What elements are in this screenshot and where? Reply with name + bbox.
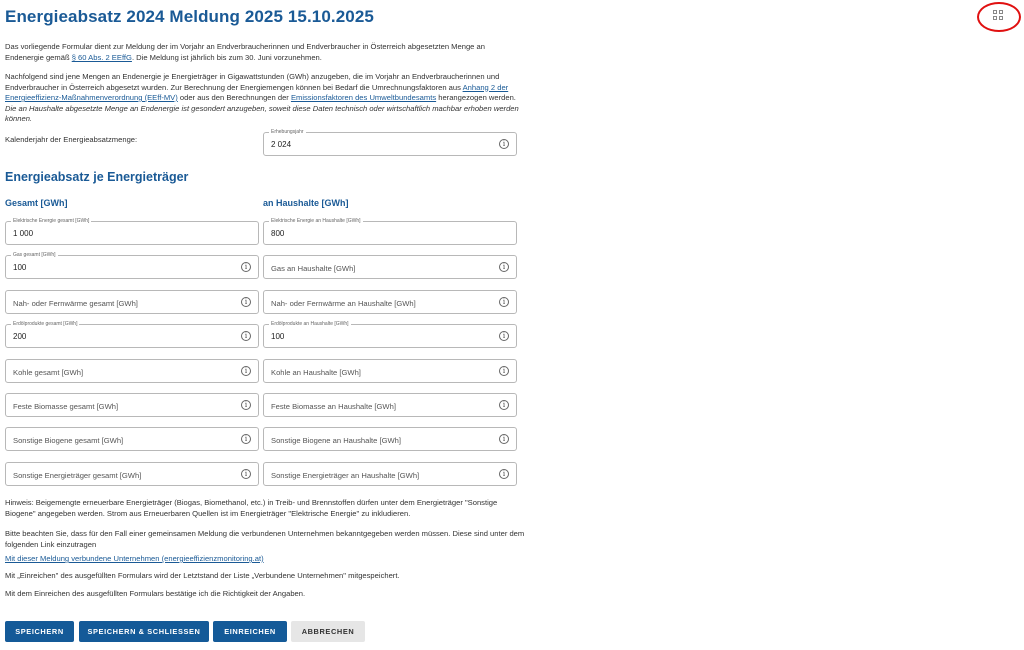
column-header-total: Gesamt [GWh] xyxy=(5,198,68,208)
total-field-7[interactable] xyxy=(5,462,259,486)
eeff-mv-link[interactable]: Anhang 2 der Energieeffizienz-Maßnahmenverordnung (EEff-MV) xyxy=(5,82,509,102)
field-placeholder: Kohle gesamt [GWh] xyxy=(13,368,84,377)
info-icon[interactable]: i xyxy=(499,139,509,149)
households-field-4[interactable] xyxy=(263,359,517,383)
info-icon[interactable]: i xyxy=(499,469,509,479)
field-placeholder: Nah- oder Fernwärme an Haushalte [GWh] xyxy=(271,299,416,308)
save-button[interactable]: SPEICHERN xyxy=(5,621,74,642)
households-field-2[interactable] xyxy=(263,290,517,314)
year-label: Kalenderjahr der Energieabsatzmenge: xyxy=(5,135,138,144)
intro-paragraph-2: Nachfolgend sind jene Mengen an Endenergie je Energieträger in Gigawattstunden (GWh) anzugeben, die im Vorjahr an Endverbraucherinnen und Endverbraucher in Österreich abgesetzt wurden. Zur Berechnung der Energiemengen können bei Bedarf die Umrechnungsfaktoren aus Anhang 2 der Energieeffizienz-Maßnahmenverordnung (EEff-MV) oder aus den Berechnungen der Emissionsfaktoren des Umweltbundesamts herangezogen werden. Die an Haushalte abgesetzte Menge an Endenergie ist gesondert anzugeben, soweit diese Daten technisch oder wirtschaftlich machbar erhoben werden können. xyxy=(5,72,519,123)
field-placeholder: Feste Biomasse gesamt [GWh] xyxy=(13,402,119,411)
emission-factors-link[interactable]: Emissionsfaktoren des Umweltbundesamts xyxy=(290,93,437,102)
field-value: 100 xyxy=(271,332,285,341)
field-placeholder: Nah- oder Fernwärme gesamt [GWh] xyxy=(13,299,138,308)
field-value: 100 xyxy=(13,263,27,272)
info-icon[interactable]: i xyxy=(241,400,251,410)
field-placeholder: Gas an Haushalte [GWh] xyxy=(271,264,356,273)
info-icon[interactable]: i xyxy=(499,434,509,444)
field-label: Erdölprodukte an Haushalte [GWh] xyxy=(271,321,349,327)
field-value: 200 xyxy=(13,332,27,341)
info-icon[interactable]: i xyxy=(499,297,509,307)
households-field-1[interactable] xyxy=(263,255,517,279)
submit-note: Mit „Einreichen" des ausgefüllten Formulars wird der Letztstand der Liste „Verbundene Unternehmen" mitgespeichert. xyxy=(5,571,400,580)
eeffg-link[interactable]: § 60 Abs. 2 EEffG xyxy=(71,52,132,62)
info-icon[interactable]: i xyxy=(241,434,251,444)
joint-report-text: Bitte beachten Sie, dass für den Fall einer gemeinsamen Meldung die verbundenen Unternehmen bekanntgegeben werden müssen. Diese sind unter dem folgenden Link einzutragen xyxy=(5,529,525,549)
field-label: Gas gesamt [GWh] xyxy=(13,252,56,258)
field-label: Elektrische Energie gesamt [GWh] xyxy=(13,218,90,224)
info-icon[interactable]: i xyxy=(499,400,509,410)
column-header-households: an Haushalte [GWh] xyxy=(263,198,349,208)
field-value: 1 000 xyxy=(13,229,34,238)
confirm-note: Mit dem Einreichen des ausgefüllten Formulars bestätige ich die Richtigkeit der Angaben. xyxy=(5,589,306,598)
field-label: Erdölprodukte gesamt [GWh] xyxy=(13,321,78,327)
field-placeholder: Sonstige Energieträger an Haushalte [GWh] xyxy=(271,471,420,480)
grid-icon[interactable] xyxy=(993,10,1005,22)
total-field-5[interactable] xyxy=(5,393,259,417)
households-field-6[interactable] xyxy=(263,427,517,451)
total-field-0[interactable] xyxy=(5,218,259,245)
submit-button[interactable]: EINREICHEN xyxy=(213,621,287,642)
cancel-button[interactable]: ABBRECHEN xyxy=(291,621,365,642)
households-field-7[interactable] xyxy=(263,462,517,486)
field-placeholder: Sonstige Energieträger gesamt [GWh] xyxy=(13,471,142,480)
page-title: Energieabsatz 2024 Meldung 2025 15.10.2025 xyxy=(5,7,374,26)
field-placeholder: Sonstige Biogene gesamt [GWh] xyxy=(13,436,124,445)
field-placeholder: Feste Biomasse an Haushalte [GWh] xyxy=(271,402,396,411)
total-field-1[interactable] xyxy=(5,252,259,279)
info-icon[interactable]: i xyxy=(241,331,251,341)
field-placeholder: Kohle an Haushalte [GWh] xyxy=(271,368,361,377)
households-field-5[interactable] xyxy=(263,393,517,417)
total-field-2[interactable] xyxy=(5,290,259,314)
affiliated-companies-link[interactable]: Mit dieser Meldung verbundene Unternehmen (energieeffizienzmonitoring.at) xyxy=(5,554,264,563)
save-close-button[interactable]: SPEICHERN & SCHLIESSEN xyxy=(79,621,209,642)
field-value: 800 xyxy=(271,229,285,238)
hint-text: Hinweis: Beigemengte erneuerbare Energieträger (Biogas, Biomethanol, etc.) in Treib- und Brennstoffen dürfen unter dem Energieträger "Sonstige Biogene" angegeben werden. Strom aus Erneuerbaren Quellen ist im Energieträger "Elektrische Energie" zu inkludieren. xyxy=(5,498,498,518)
field-placeholder: Sonstige Biogene an Haushalte [GWh] xyxy=(271,436,402,445)
info-icon[interactable]: i xyxy=(241,297,251,307)
year-field[interactable]: Erhebungsjahr 2 024 i xyxy=(263,132,517,156)
households-field-0[interactable] xyxy=(263,218,517,245)
info-icon[interactable]: i xyxy=(241,262,251,272)
info-icon[interactable]: i xyxy=(241,366,251,376)
section-title: Energieabsatz je Energieträger xyxy=(5,170,189,184)
field-label: Elektrische Energie an Haushalte [GWh] xyxy=(271,218,361,224)
total-field-3[interactable] xyxy=(5,321,259,348)
info-icon[interactable]: i xyxy=(499,366,509,376)
total-field-4[interactable] xyxy=(5,359,259,383)
info-icon[interactable]: i xyxy=(499,331,509,341)
total-field-6[interactable] xyxy=(5,427,259,451)
households-field-3[interactable] xyxy=(263,321,517,348)
intro-paragraph-1: Das vorliegende Formular dient zur Meldung der im Vorjahr an Endverbraucherinnen und Endverbraucher in Österreich abgesetzten Menge an Endenergie gemäß § 60 Abs. 2 EEffG. Die Meldung ist jährlich bis zum 30. Juni vorzunehmen. xyxy=(5,42,485,62)
info-icon[interactable]: i xyxy=(241,469,251,479)
info-icon[interactable]: i xyxy=(499,262,509,272)
